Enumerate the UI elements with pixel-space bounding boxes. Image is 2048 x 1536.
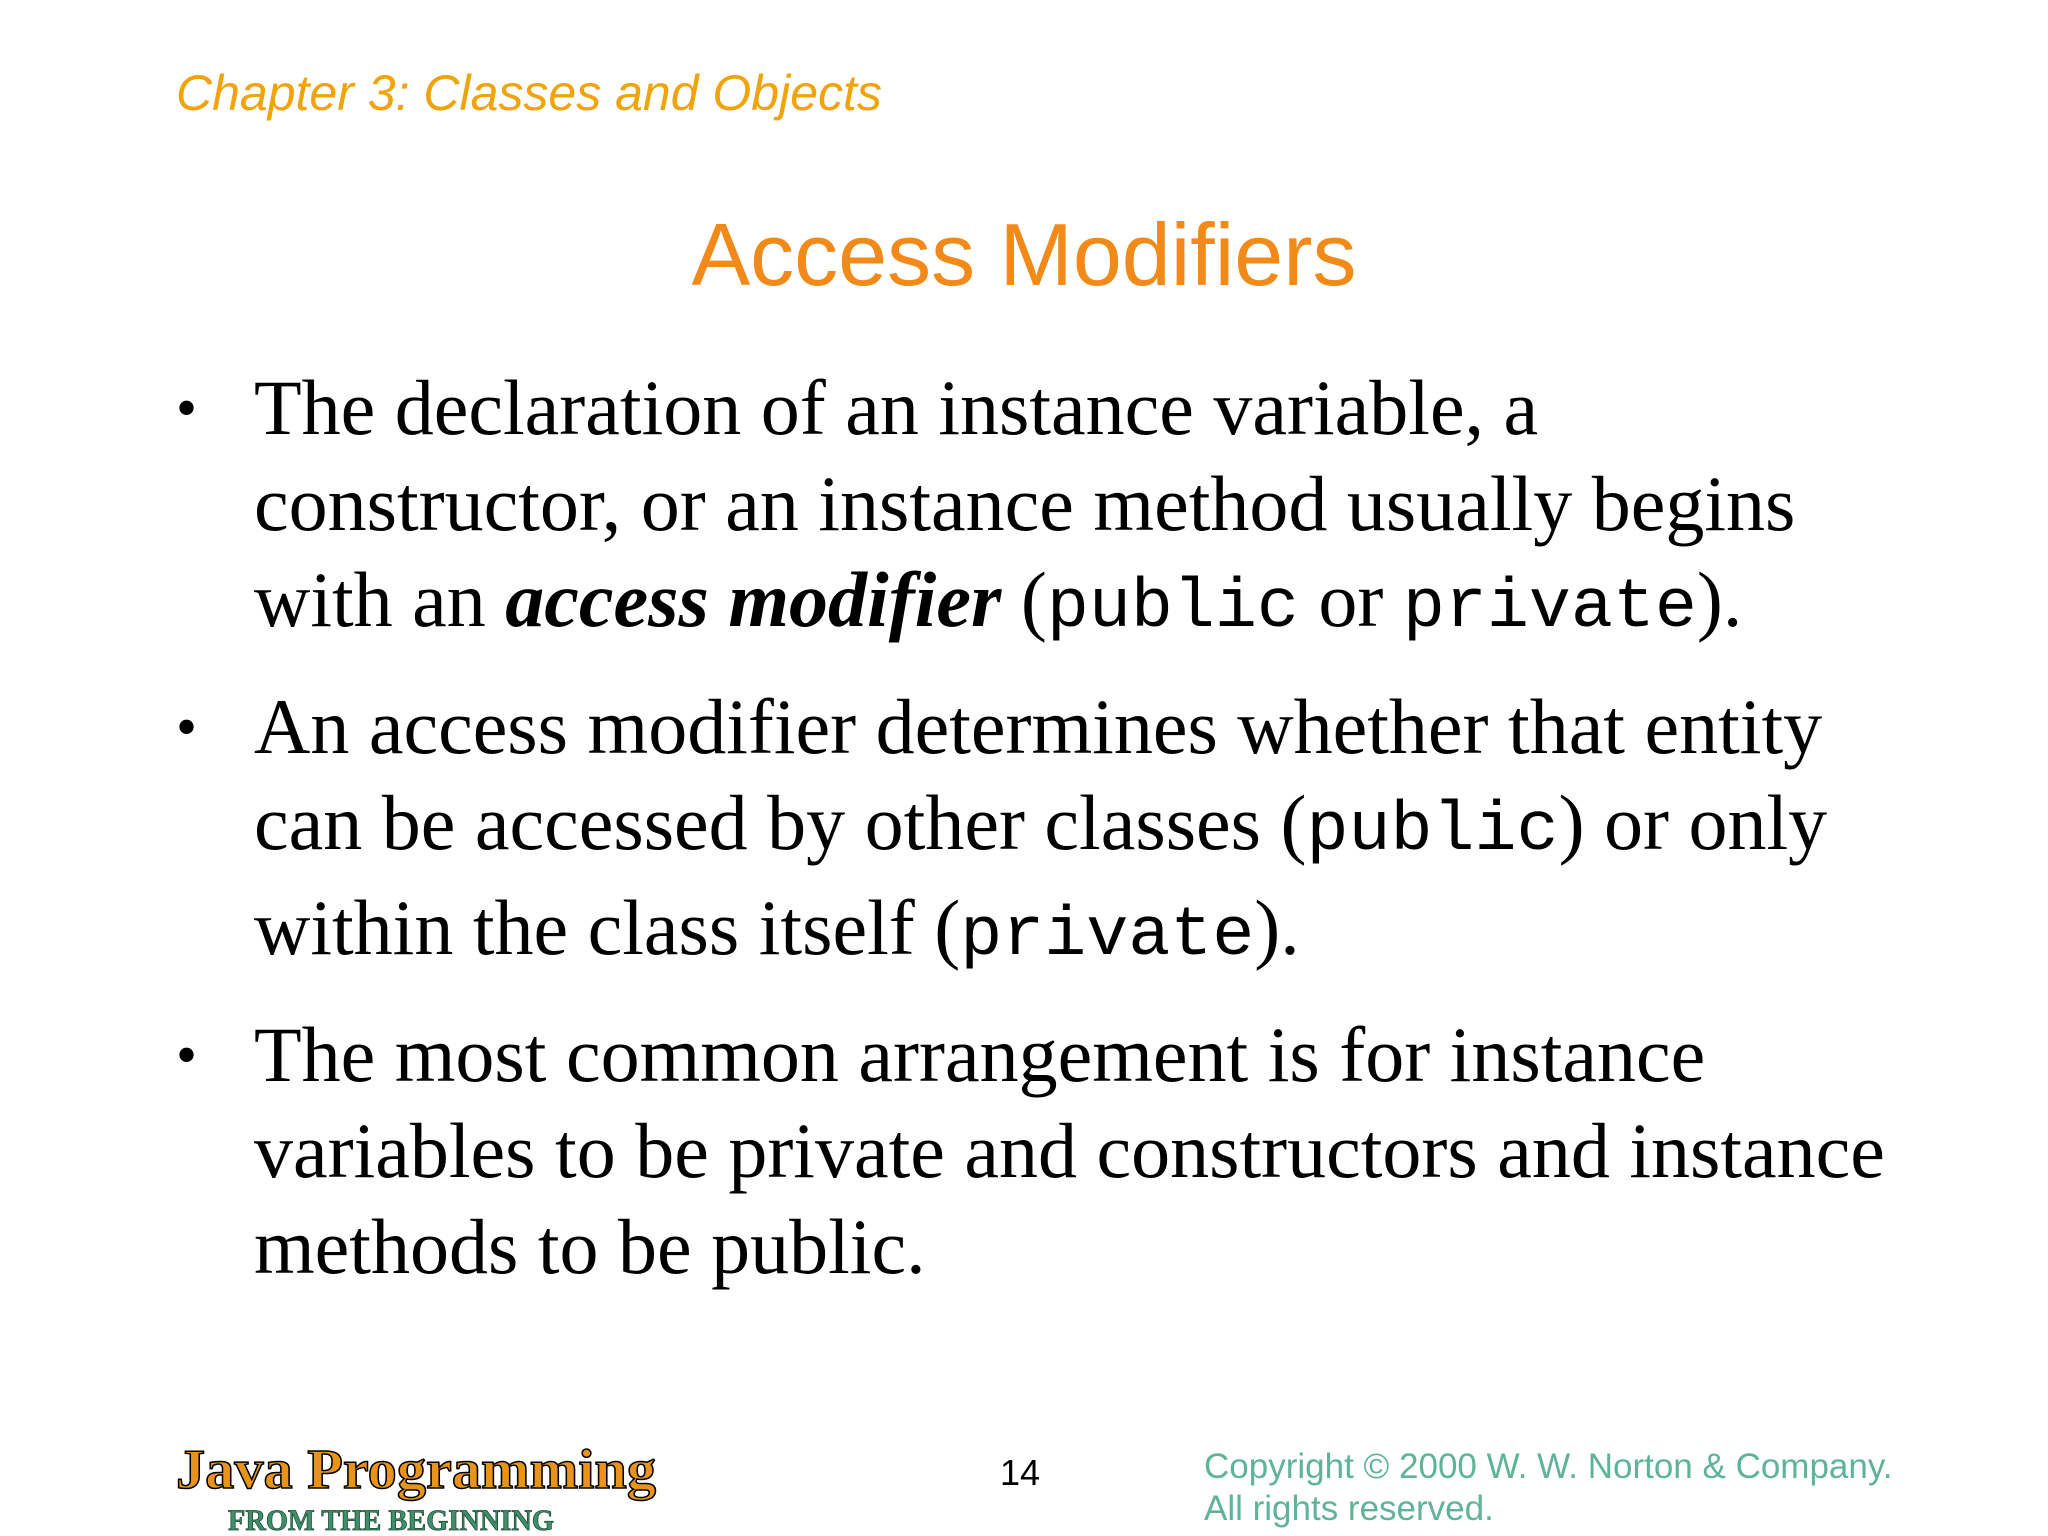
code-keyword: public	[1306, 792, 1559, 871]
bullet-text: The most common arrangement is for instance variables to be private and constructors and instance methods to be public.	[254, 1011, 1885, 1290]
bullet-text: ).	[1254, 884, 1300, 971]
copyright-line: Copyright © 2000 W. W. Norton & Company.	[1204, 1447, 1893, 1486]
logo-title: Java Programming	[176, 1440, 656, 1501]
bullet-text: An access modifier determines whether that entity can be accessed by other classes (	[254, 683, 1823, 866]
emphasis-term: access modifier	[505, 556, 1002, 643]
code-keyword: private	[1402, 569, 1697, 648]
bullet-item	[176, 679, 1896, 985]
bullet-text: ) or only within the class itself (	[254, 779, 1828, 971]
bullet-list	[176, 360, 1896, 1317]
bullet-text: (	[1001, 556, 1047, 643]
bullet-text: The declaration of an instance variable, a constructor, or an instance method usually begins with an	[254, 364, 1796, 643]
bullet-dot-icon: •	[176, 375, 198, 441]
bullet-text: or	[1298, 556, 1403, 643]
page-number: 14	[1000, 1452, 1041, 1493]
bullet-item	[176, 1007, 1896, 1295]
bullet-dot-icon: •	[176, 694, 198, 760]
logo-subtitle: FROM THE BEGINNING	[228, 1504, 554, 1536]
chapter-heading: Chapter 3: Classes and Objects	[176, 65, 882, 121]
bullet-dot-icon: •	[176, 1022, 198, 1088]
copyright-notice	[1204, 1446, 1892, 1530]
bullet-item	[176, 360, 1896, 657]
code-keyword: private	[960, 897, 1255, 976]
code-keyword: public	[1046, 569, 1299, 648]
bullet-text: ).	[1696, 556, 1743, 643]
java-programming-logo	[176, 1440, 676, 1536]
slide-title: Access Modifiers	[691, 205, 1357, 304]
copyright-line: All rights reserved.	[1204, 1489, 1494, 1528]
